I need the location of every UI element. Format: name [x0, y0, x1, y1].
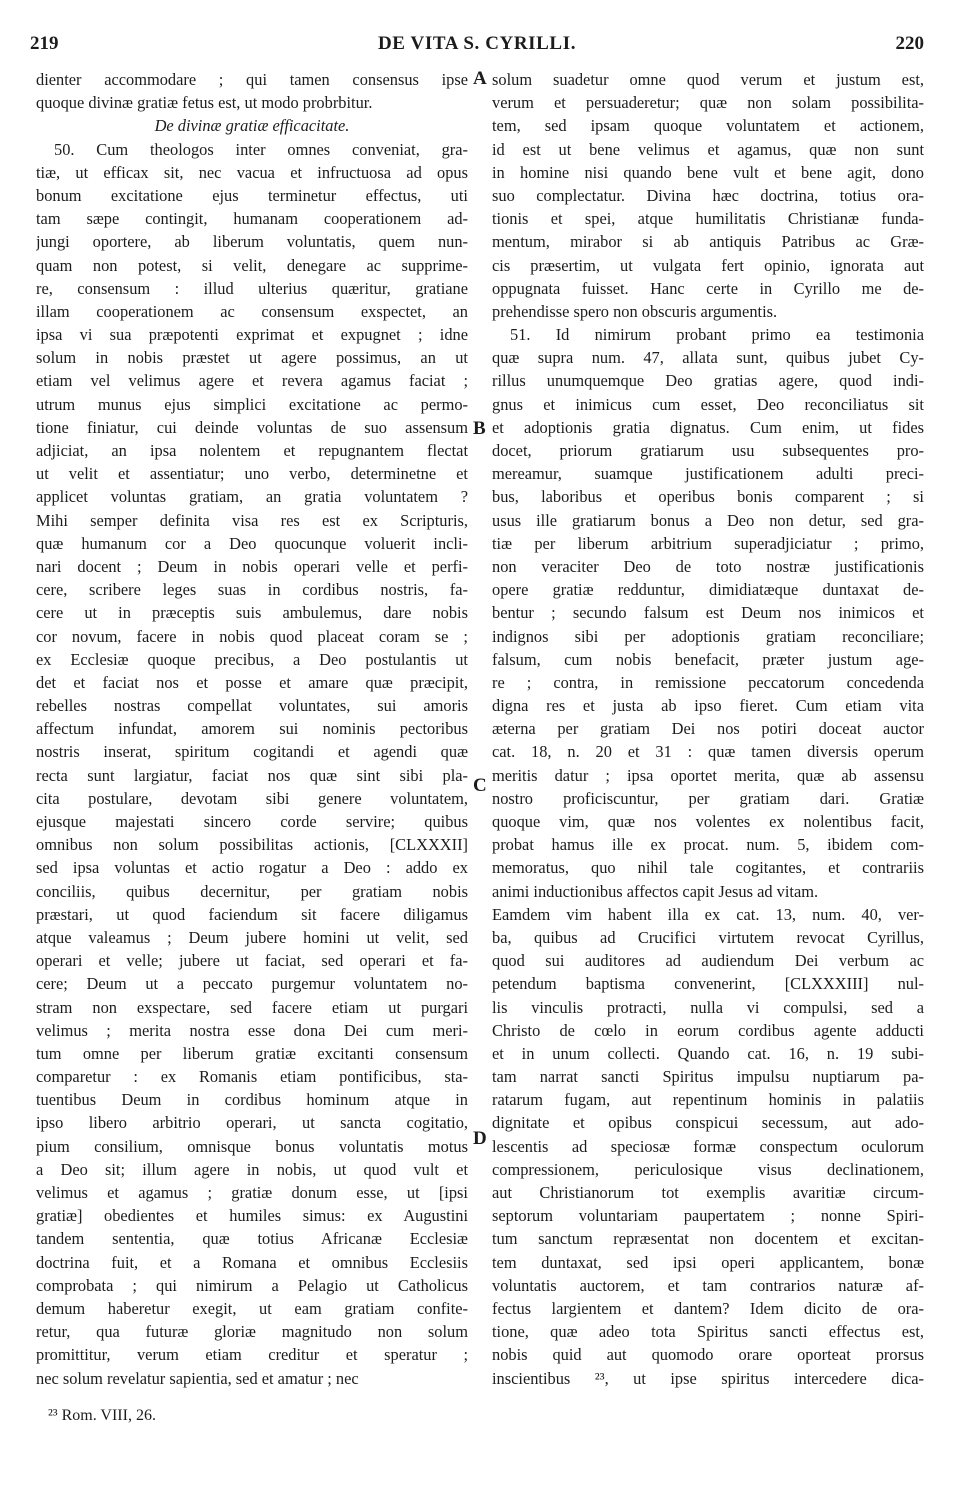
text-line: mereamur, suamque justificationem adulti preci- — [492, 464, 924, 484]
text-line: tam sæpe contingit, humanam cooperationem ad- — [36, 209, 468, 229]
text-line: et adoptionis gratia dignatus. Cum enim, ut fides — [492, 417, 924, 437]
text-line: dienter accommodare ; qui tamen consensus ipse — [36, 70, 468, 89]
running-title: DE VITA S. CYRILLI. — [377, 33, 577, 54]
text-line: doctrina fuit, et a Romana et omnibus Ecclesiis — [36, 1252, 468, 1272]
margin-marker-d: D — [473, 1128, 487, 1149]
text-line: tum sanctum repræsentat non docentem et excitan- — [492, 1229, 924, 1249]
text-line: comprobata ; qui nimirum a Pelagio ut Catholicus — [36, 1275, 468, 1295]
text-line: re, consensum : illud ulterius quæritur, gratiane — [36, 278, 468, 298]
margin-marker-c: C — [473, 775, 487, 796]
text-line: tandem sententia, quæ totius Africanæ Ecclesiæ — [36, 1229, 468, 1249]
text-line: non veraciter Deo de toto nostræ justificationis — [492, 556, 924, 576]
text-line: re ; contra, in remissione peccatorum concedenda — [492, 672, 924, 692]
text-line: tione, quæ adeo tota Spiritus sancti effectus est, — [492, 1322, 924, 1342]
text-line: gnus et inimicus cum esset, Deo reconciliatus sit — [492, 394, 924, 414]
text-line: lescentis ad speciosæ formæ conspectum oculorum — [492, 1136, 924, 1156]
text-line: cere; Deum ut a peccato purgemur voluntatem no- — [36, 974, 468, 994]
text-line: solum suadetur omne quod verum et justum est, — [492, 70, 924, 89]
text-line: comparetur : ex Romanis etiam pontificibus, sta- — [36, 1067, 468, 1087]
text-line: memoratus, quo nihil tale cogitantes, et contrariis — [492, 858, 924, 878]
text-line: nostris inserat, spiritum cogitandi et agendi quæ — [36, 742, 468, 762]
text-line: animi inductionibus affectos capit Jesus ad vitam. — [492, 881, 819, 901]
text-line: solum in nobis præstet ut agere possimus, an ut — [36, 348, 468, 368]
text-line: gratiæ] obedientes et humiles simus: ex Augustini — [36, 1206, 468, 1226]
text-line: velimus ; merita nostra esse dona Dei cum meri- — [36, 1020, 468, 1040]
text-line: 50. Cum theologos inter omnes conveniat, gra- — [54, 139, 468, 159]
text-line: jungi oportere, ab liberum voluntatis, quem nun- — [36, 232, 468, 252]
text-line: dignitate et opibus conspicui secessum, aut ado- — [492, 1113, 924, 1133]
text-line: quæ humanum cor a Deo quocunque voluerit incli- — [36, 533, 468, 553]
text-line: tiæ, ut efficax sit, nec vacua et infructuosa ad opus — [36, 162, 468, 182]
text-line: tione finiatur, cui deinde voluntas de suo assensum — [36, 417, 468, 437]
text-line: præstari, ut quod faciendum sit facere diligamus — [36, 904, 468, 924]
text-line: illam cooperationem ac consensum exspectet, an — [36, 301, 468, 321]
text-line: lis vinculis protracti, nulla vi compulsi, sed a — [492, 997, 924, 1017]
page-number-right: 220 — [895, 33, 924, 54]
margin-marker-a: A — [473, 68, 487, 89]
text-line: sed ipsa voluntas et actio rogatur a Deo : addo ex — [36, 858, 468, 878]
text-line: nostro proficiscuntur, per gratiam dari. Gratiæ — [492, 788, 924, 808]
text-line: tam narrat sancti Spiritus impulsu nuptiarum pa- — [492, 1067, 924, 1087]
text-line: rebelles nostras compellat voluntates, sui amoris — [36, 696, 468, 716]
text-line: indignos sibi per adoptionis gratiam reconciliare; — [492, 626, 924, 646]
text-line: opere gratiæ redduntur, dimidiatæque duntaxat de- — [492, 580, 924, 600]
text-line: 51. Id nimirum probant primo ea testimonia — [510, 325, 924, 345]
text-line: etiam vel velimus agere et revera agamus faciat ; — [36, 371, 468, 391]
text-line: a Deo sit; illum agere in nobis, ut quod vult et — [36, 1159, 468, 1179]
text-line: quod sui auditores ad audiendum Dei verbum ac — [492, 951, 924, 971]
text-line: cat. 18, n. 20 et 31 : quæ tamen diversis operum — [492, 742, 924, 762]
text-line: tum omne per liberum gratiæ excitanti consensum — [36, 1043, 468, 1063]
text-line: adjiciat, an ipsa nolentem et repugnantem flectat — [36, 441, 468, 460]
text-line: aut Christianorum tot exemplis avaritiæ circum- — [492, 1183, 924, 1202]
text-line: applicet voluntas gratiam, an gratia voluntatem ? — [36, 487, 468, 507]
text-line: falsum, cum nobis benefacit, præter justum age- — [492, 649, 924, 669]
text-line: promittitur, verum etiam creditur et speratur ; — [36, 1345, 468, 1365]
text-line: cere, scribere leges suas in cordibus nostris, fa- — [36, 580, 468, 600]
text-line: rillus unumquemque Deo gratias agere, quod indi- — [492, 371, 924, 391]
right-column — [492, 68, 924, 1390]
text-line: tionis et spei, atque humilitatis Christianæ funda- — [492, 209, 924, 229]
margin-marker-b: B — [473, 418, 486, 439]
text-line: tiæ per liberum arbitrium superadjiciatur ; primo, — [492, 533, 924, 553]
text-line: ba, quibus ad Crucifici virtutem revocat Cyrillus, — [492, 927, 924, 947]
text-line: retur, qua futuræ gloriæ magnitudo non solum — [36, 1322, 468, 1342]
text-line: docet, priorum gratiarum usu subsequentes pro- — [492, 441, 924, 460]
text-line: voluntatis auctorem, et tam contrarios naturæ af- — [492, 1275, 924, 1295]
text-line: fectus largientem et dantem? Idem dicito de ora- — [492, 1298, 924, 1318]
text-line: demum haberetur exegit, ut eam gratiam confite- — [36, 1298, 468, 1318]
text-line: inscientibus ²³, ut ipse spiritus intercedere dica- — [492, 1368, 924, 1388]
text-line: prehendisse spero non obscuris argumentis. — [492, 301, 778, 321]
text-line: bonum excitatione ejus terminetur effectus, uti — [36, 185, 468, 205]
text-line: cor novum, facere in nobis quod placeat coram se ; — [36, 626, 468, 646]
text-line: ut velit et assentiatur; uno verbo, determinetne et — [36, 464, 468, 484]
text-line: nari docent ; Deum in nobis operari velle et perfi- — [36, 556, 468, 576]
text-line: omnibus non solum possibilitas actionis, [CLXXXII] — [36, 835, 468, 855]
text-line: usus ille gratiarum bonus a Deo non detur, sed gra- — [492, 510, 924, 530]
text-line: quoque vim, quæ nos volentes ex nolentibus facit, — [492, 812, 924, 831]
text-line: tem duntaxat, sed ipsi operi applicantem, bonæ — [492, 1252, 924, 1272]
text-line: det et faciat nos et posse et amare quæ præcipit, — [36, 672, 468, 692]
footnote: ²³ Rom. VIII, 26. — [48, 1407, 156, 1424]
text-line: conciliis, quibus decernitur, per gratiam nobis — [36, 881, 468, 901]
text-line: Eamdem vim habent illa ex cat. 13, num. 40, ver- — [492, 904, 924, 924]
text-line: atque valeamus ; Deum jubere homini ut velit, sed — [36, 927, 468, 947]
left-column — [36, 68, 468, 1390]
text-line: mentum, mirabor si ab antiquis Patribus ac Græ- — [492, 232, 924, 252]
text-line: Christo de cœlo in eorum cordibus agente adducti — [492, 1020, 924, 1040]
text-line: ejusque majestati sincero corde servire; quibus — [36, 812, 468, 831]
text-line: recta sunt largiatur, faciat nos quæ sint sibi pla- — [36, 765, 468, 785]
text-line: oppugnata fuisset. Hanc certe in Cyrillo me de- — [492, 278, 924, 298]
running-header — [30, 33, 924, 63]
text-line: utrum munus ejus simplici excitatione ac permo- — [36, 394, 468, 414]
text-line: pium consilium, omnisque bonus voluntatis motus — [36, 1136, 468, 1156]
text-line: tuentibus Deum in cordibus hominum atque in — [36, 1090, 468, 1110]
text-line: cita postulare, devotam sibi genere voluntatem, — [36, 788, 468, 808]
text-line: petendum baptisma convenerint, [CLXXXIII] nul- — [492, 974, 924, 994]
text-line: Mihi semper definita visa res est ex Scripturis, — [36, 510, 468, 530]
text-line: stram non exspectare, sed facere etiam ut purgari — [36, 997, 468, 1017]
text-line: digna res et justa ab ipso fieret. Cum etiam vita — [492, 696, 924, 716]
text-line: probat hamus ille ex procat. num. 5, ibidem com- — [492, 835, 924, 855]
text-line: tem, sed ipsam quoque voluntatem et actionem, — [492, 116, 924, 136]
page-number-left: 219 — [30, 33, 59, 54]
text-line: id est ut bene velimus et agamus, quæ non sunt — [492, 139, 924, 159]
text-line: ipsa vi sua præpotenti exprimat et expugnet ; idne — [36, 325, 468, 345]
text-line: bus, laboribus et operibus bonis comparent ; si — [492, 487, 924, 507]
text-line: ipso libero arbitrio operari, ut sancta cogitatio, — [36, 1113, 468, 1133]
text-line: quam non potest, si velit, denegare ac supprime- — [36, 255, 468, 275]
text-line: compressionem, periculosique visus declinationem, — [492, 1159, 924, 1179]
text-line: nec solum revelatur sapientia, sed et amatur ; nec — [36, 1368, 359, 1388]
text-line: suo complectatur. Divina hæc doctrina, totius ora- — [492, 185, 924, 205]
section-heading: De divinæ gratiæ efficacitate. — [154, 116, 350, 136]
text-line: septorum voluntariam paupertatem ; nonne Spiri- — [492, 1206, 924, 1226]
text-line: bentur ; secundo falsum est Deum nos inimicos et — [492, 603, 924, 623]
text-line: in homine nisi quando bene vult et bene agit, dono — [492, 162, 924, 182]
text-line: æterna per gratiam Dei nos potiri doceat auctor — [492, 719, 924, 739]
text-line: affectum infundat, amorem sui nominis pectoribus — [36, 719, 468, 739]
text-line: quoque divinæ gratiæ fetus est, ut modo probrbitur. — [36, 93, 373, 113]
text-line: quæ supra num. 47, allata sunt, quibus jubet Cy- — [492, 348, 924, 368]
text-line: velimus et agamus ; gratiæ donum esse, ut [ipsi — [36, 1183, 468, 1202]
text-line: operari et velle; jubere ut faciat, sed operari et fa- — [36, 951, 468, 971]
text-line: cere ut in præceptis suis ambulemus, dare nobis — [36, 603, 468, 623]
text-line: meritis datur ; ipsa oportet merita, quæ ab assensu — [492, 765, 924, 785]
text-line: verum et persuaderetur; quæ non solam possibilita- — [492, 93, 924, 113]
text-line: ex Ecclesiæ quoque precibus, a Deo postulantis ut — [36, 649, 468, 669]
text-line: cis præsertim, ut vulgata fert opinio, ignorata aut — [492, 255, 924, 275]
text-line: nobis quid aut quomodo orare oporteat prorsus — [492, 1345, 924, 1365]
text-line: ratarum fugam, aut repentinum hominis in palatiis — [492, 1090, 924, 1110]
text-line: et in unum collecti. Quando cat. 16, n. 19 subi- — [492, 1043, 924, 1063]
